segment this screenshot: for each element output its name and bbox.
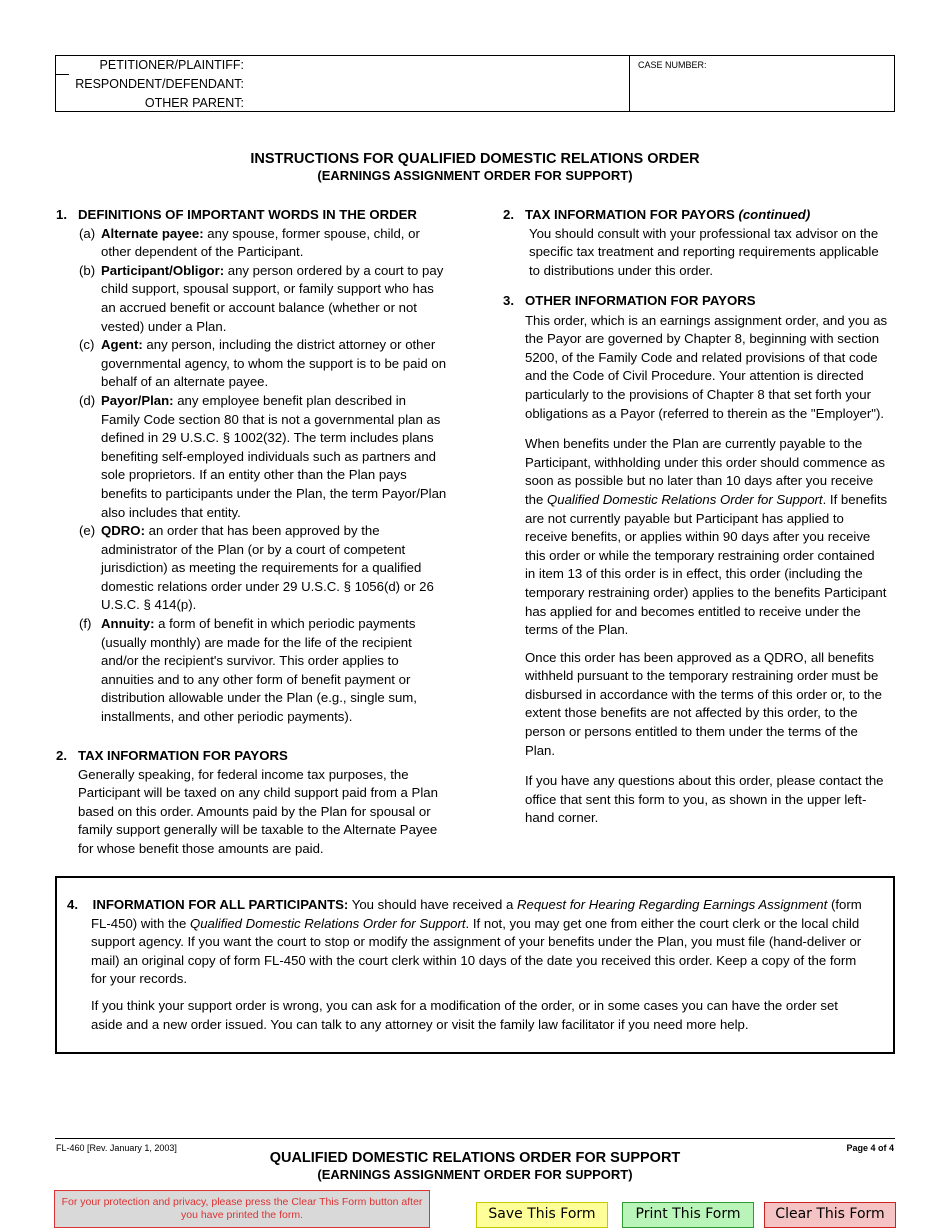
definition-text: any person, including the district attorney or other governmental agency, to whom the support is to be paid on behalf of an alternate payee. bbox=[101, 337, 447, 390]
section4-heading: INFORMATION FOR ALL PARTICIPANTS: bbox=[92, 897, 349, 912]
print-form-button[interactable]: Print This Form bbox=[622, 1202, 754, 1228]
section2cont-heading bbox=[503, 206, 888, 225]
continued-label: (continued) bbox=[738, 207, 811, 222]
save-form-button[interactable]: Save This Form bbox=[476, 1202, 608, 1228]
definition-term: Annuity: bbox=[101, 616, 155, 632]
section3-p2-end: . If benefits are not currently payable but Participant has applied to receive benefits, or applies within 90 days after you receive this order or while the temporary restraining order contained in item 13 of this order is in effect, this order (including the temporary restraining order) applies to the benefits Participant has applied for and becomes entitled to receive under the terms of the Plan. bbox=[525, 491, 888, 638]
other-parent-label: OTHER PARENT: bbox=[144, 96, 244, 110]
section3-paragraph3: Once this order has been approved as a QDRO, all benefits withheld pursuant to the temporary restraining order must be disbursed in accordance with the terms of this order or, to the extent those benefits are not affected by this order, to the person or persons entitled to them under the terms of the Plan. bbox=[525, 649, 882, 758]
section3-number: 3. bbox=[503, 293, 514, 308]
definition-label: (a) bbox=[79, 225, 96, 241]
definition-text: an order that has been approved by the administrator of the Plan (or by a court of competent jurisdiction) as meeting the requirements for a qualified domestic relations order under 29 U.S.C. § 1056(d) or 26 U.S.C. § 414(p). bbox=[101, 523, 434, 613]
page-number: Page 4 of 4 bbox=[846, 1143, 894, 1153]
section3-paragraph4: If you have any questions about this order, please contact the office that sent this form to you, as shown in the upper left-hand corner. bbox=[525, 773, 884, 826]
section3 bbox=[503, 292, 888, 828]
section2-number: 2. bbox=[56, 748, 67, 763]
definition-label: (c) bbox=[79, 337, 95, 353]
definition-item-b bbox=[79, 262, 448, 336]
definition-item-e bbox=[79, 522, 448, 615]
definition-item-d bbox=[79, 392, 448, 522]
page-subtitle: (EARNINGS ASSIGNMENT ORDER FOR SUPPORT) bbox=[317, 168, 633, 183]
section2-continued bbox=[503, 206, 888, 280]
clear-form-button[interactable]: Clear This Form bbox=[764, 1202, 896, 1228]
definition-term: Payor/Plan: bbox=[101, 392, 174, 408]
section4-box bbox=[55, 876, 895, 1054]
definition-term: Participant/Obligor: bbox=[101, 262, 225, 278]
definition-item-f bbox=[79, 615, 448, 727]
respondent-label: RESPONDENT/DEFENDANT: bbox=[75, 77, 244, 91]
section4-p1-b: (form FL-450) with the bbox=[91, 897, 862, 931]
section2-title: TAX INFORMATION FOR PAYORS bbox=[78, 748, 288, 763]
definition-label: (e) bbox=[79, 523, 96, 539]
section4-number: 4. bbox=[67, 897, 78, 912]
definition-text: a form of benefit in which periodic payments (usually monthly) are made for the life of the recipient and/or the recipient's survivor. This order applies to annuities and to any other form of benefit payment or distribution allowable under the Plan (e.g., single sum, installments, and other periodic payments). bbox=[101, 616, 417, 725]
section2cont-number: 2. bbox=[503, 207, 514, 222]
section4-form-title-1: Request for Hearing Regarding Earnings Assignment bbox=[516, 897, 828, 912]
definition-label: (b) bbox=[79, 262, 96, 278]
section3-paragraph1: This order, which is an earnings assignment order, and you as the Payor are governed by Chapter 8, beginning with section 5200, of the Family Code and related provisions of that code and the Code of Civil Procedure. Your attention is directed particularly to the provisions of Chapter 8 that set forth your obligations as a Payor (referred to therein as the "Employer"). bbox=[525, 312, 888, 421]
section3-title: OTHER INFORMATION FOR PAYORS bbox=[525, 293, 756, 308]
definitions-list bbox=[56, 225, 448, 727]
case-number-label: CASE NUMBER: bbox=[638, 60, 707, 70]
definition-item-a bbox=[79, 225, 448, 262]
definition-term: QDRO: bbox=[101, 523, 145, 539]
footer-title: QUALIFIED DOMESTIC RELATIONS ORDER FOR SUPPORT bbox=[269, 1150, 681, 1166]
petitioner-label: PETITIONER/PLAINTIFF: bbox=[99, 58, 244, 72]
footer-rule bbox=[55, 1138, 895, 1139]
privacy-notice: For your protection and privacy, please press the Clear This Form button after you have printed the form. bbox=[54, 1190, 430, 1228]
definition-term: Agent: bbox=[101, 337, 143, 353]
section4-paragraph2: If you think your support order is wrong, you can ask for a modification of the order, or in some cases you can have the order set aside and a new order issued. You can talk to any attorney or visit the family law facilitator if you need more help. bbox=[91, 997, 838, 1032]
section3-p2-form-title: Qualified Domestic Relations Order for Support bbox=[547, 491, 823, 507]
definition-label: (f) bbox=[79, 616, 92, 632]
section2cont-text: You should consult with your professional tax advisor on the specific tax treatment and reporting requirements applicable to distributions under this order. bbox=[529, 225, 879, 278]
definition-label: (d) bbox=[79, 392, 96, 408]
section1-number: 1. bbox=[56, 207, 67, 222]
section4-p1-a: You should have received a bbox=[348, 897, 517, 912]
caption-box bbox=[55, 55, 895, 112]
footer-subtitle: (EARNINGS ASSIGNMENT ORDER FOR SUPPORT) bbox=[317, 1167, 633, 1182]
section2 bbox=[56, 747, 448, 859]
definition-item-c bbox=[79, 336, 448, 392]
section4-p1-c: . If not, you may get one from either the court clerk or the local child support agency. If you want the court to stop or modify the assignment of your benefits under the Plan, you must file (hand-deliver or mail) an original copy of form FL-450 with the court clerk within 10 days of the date you received this order. Keep a copy of the form for your records. bbox=[91, 915, 862, 987]
caption-divider bbox=[629, 56, 630, 111]
section3-paragraph2 bbox=[525, 435, 888, 640]
left-column bbox=[56, 206, 448, 727]
section4 bbox=[67, 896, 867, 1034]
definition-text: any person ordered by a court to pay child support, spousal support, or family support who has an accrued benefit or account balance (whether or not vested) under a Plan. bbox=[101, 262, 444, 334]
section1-heading bbox=[56, 206, 448, 225]
section4-form-title-2: Qualified Domestic Relations Order for Support bbox=[189, 915, 466, 931]
section1-title: DEFINITIONS OF IMPORTANT WORDS IN THE ORDER bbox=[78, 207, 417, 222]
definition-text: any spouse, former spouse, child, or other dependent of the Participant. bbox=[101, 225, 420, 260]
section3-p2-start: When benefits under the Plan are currently payable to the Participant, withholding under this order should commence as soon as possible but no later than 10 days after you receive the bbox=[525, 436, 885, 507]
section3-body bbox=[503, 311, 888, 828]
form-id: FL-460 [Rev. January 1, 2003] bbox=[56, 1143, 177, 1153]
section3-heading bbox=[503, 292, 888, 311]
page-title: INSTRUCTIONS FOR QUALIFIED DOMESTIC RELATIONS ORDER bbox=[250, 151, 700, 167]
section4-paragraph1 bbox=[67, 896, 867, 989]
section2-heading bbox=[56, 747, 448, 766]
section2-text: Generally speaking, for federal income tax purposes, the Participant will be taxed on any child support paid from a Plan based on this order. Amounts paid by the Plan for spousal or family support generally will be taxable to the Alternate Payee for whose benefit those amounts are paid. bbox=[78, 766, 438, 856]
definition-text: any employee benefit plan described in Family Code section 80 that is not a governmental plan as defined in 29 U.S.C. § 1002(32). The term includes plans benefiting self-employed individuals such as partners and sole proprietors. If an entity other than the Plan pays benefits to participants under the Plan, the term Payor/Plan also includes that entity. bbox=[101, 392, 447, 520]
caption-tick bbox=[56, 74, 69, 75]
definition-term: Alternate payee: bbox=[101, 225, 204, 241]
section2cont-title: TAX INFORMATION FOR PAYORS bbox=[525, 207, 735, 222]
